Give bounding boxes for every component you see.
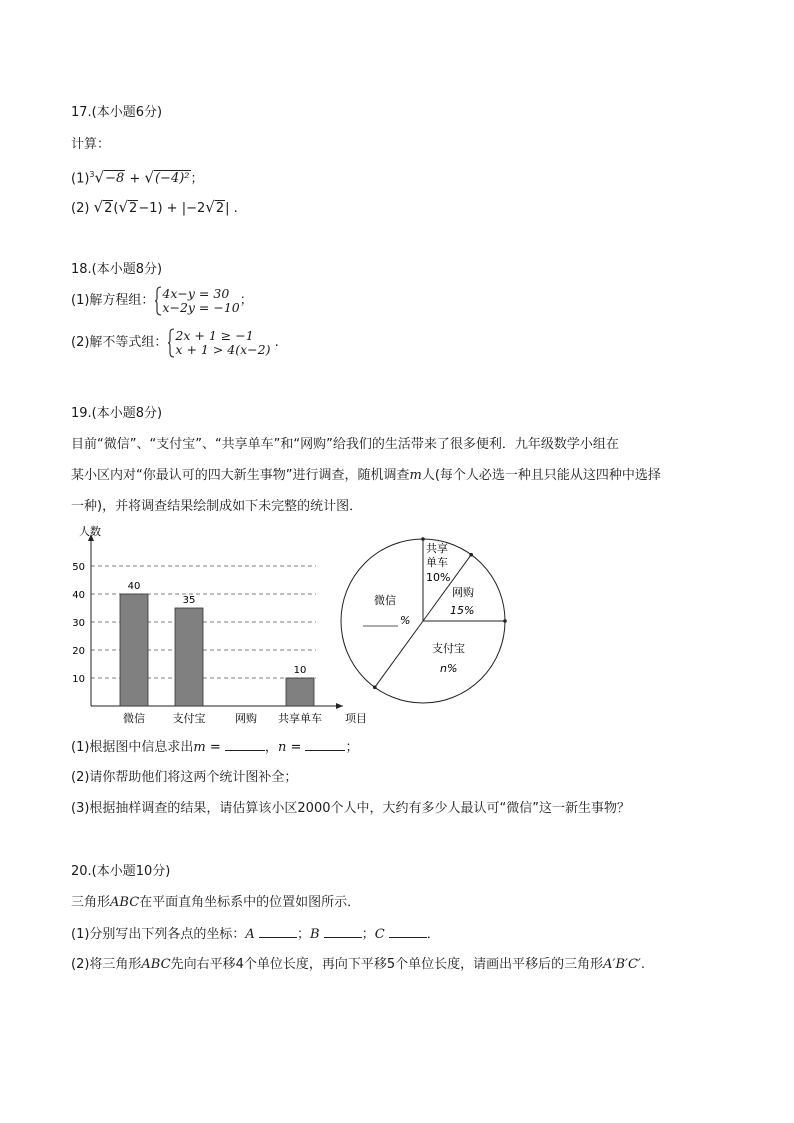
q19-para-l2a: 某小区内对“你最认可的四大新生事物”进行调查，随机调查 (71, 468, 410, 483)
pie-boundary-dot (503, 619, 507, 623)
q20-sub2-end: . (640, 957, 645, 972)
q17-p2-d: −1) + |−2 (138, 201, 206, 216)
q18-p1-end: ； (239, 293, 253, 308)
q18-p2-end: . (270, 335, 279, 350)
radical-icon: √ (205, 198, 215, 216)
pie-chart (336, 534, 516, 706)
q17-p1-plus: + (125, 171, 145, 187)
q19-sub1-eq2: = (286, 740, 306, 755)
q19-para-line1: 目前“微信”、“支付宝”、“共享单车”和“网购”给我们的生活带来了很多便利．九年级数学小组在 (71, 437, 619, 452)
bar (120, 594, 148, 706)
answer-blank-b[interactable] (324, 925, 362, 938)
q20-sub2-abc2: A′B′C′ (603, 957, 641, 972)
pie-label-wanggou: 网购 (452, 586, 474, 599)
answer-blank-c[interactable] (389, 925, 427, 938)
q20-sep2: ； (361, 927, 375, 942)
q19-para-l2b: 人(每个人必选一种且只能从这四种中选择 (421, 468, 661, 483)
q20-sub1-end: ． (426, 927, 440, 942)
q19-var-m: m (409, 468, 422, 483)
q19-sub1-comma: ， (264, 740, 278, 755)
q19-sub1-eq1: = (205, 740, 225, 755)
x-tick-label: 微信 (123, 712, 145, 725)
q20-sub2-b: 先向右平移4个单位长度，再向下平移5个单位长度，请画出平移后的三角形 (170, 957, 604, 972)
y-tick-label: 40 (72, 590, 85, 601)
pie-boundary-dot (469, 553, 473, 557)
y-tick-label: 10 (72, 674, 85, 685)
q20-intro-abc: ABC (110, 895, 140, 910)
q17-header: 17.(本小题6分) (71, 105, 163, 120)
y-tick-label: 20 (72, 646, 85, 657)
q17-part1 (71, 166, 204, 188)
q19-sub1 (71, 738, 359, 757)
q20-header: 20.(本小题10分) (71, 864, 171, 879)
pie-label-zhifubao: 支付宝 (432, 642, 465, 655)
q19-sub1-m: m (193, 740, 206, 755)
bar (286, 678, 314, 706)
q19-sub3: (3)根据抽样调查的结果，请估算该小区2000个人中，大约有多少人最认可“微信”这一新生事物？ (71, 801, 630, 816)
radical-icon: √ (118, 198, 129, 216)
y-axis-label: 人数 (79, 525, 101, 538)
q20-point-c: C (374, 927, 385, 942)
q18-p2-eq1: 2x + 1 ≥ −1 (175, 328, 254, 343)
pie-value-zhifubao: n% (440, 662, 458, 675)
q19-header: 19.(本小题8分) (71, 406, 163, 421)
answer-blank-m[interactable] (225, 738, 265, 751)
radical-icon: √ (144, 168, 154, 187)
q19-sub1-text: (1)根据图中信息求出 (71, 740, 194, 755)
q19-para-line2 (71, 467, 661, 485)
q17-p2-f: | . (225, 201, 238, 216)
radical-icon: √ (93, 198, 104, 216)
q19-sub1-n: n (277, 740, 287, 755)
q20-sub2-a: (2)将三角形 (71, 957, 142, 972)
bar (175, 608, 203, 706)
pie-label-danche: 单车 (426, 556, 448, 569)
q20-intro (71, 894, 360, 912)
x-tick-label: 共享单车 (278, 712, 322, 725)
answer-blank-n[interactable] (305, 738, 345, 751)
q20-point-a: A (245, 927, 255, 942)
q20-sub2-abc: ABC (141, 957, 171, 972)
q18-p1-eq2: x−2y = −10 (162, 300, 240, 315)
x-tick-label: 网购 (235, 712, 257, 725)
q17-p2-label: (2) (71, 201, 94, 216)
q18-p1-label: (1)解方程组： (71, 293, 155, 308)
q19-sub1-end: ； (345, 740, 359, 755)
q20-sub1-text: (1)分别写出下列各点的坐标： (71, 927, 246, 942)
pie-value-wanggou: 15% (450, 604, 475, 617)
q20-intro-b: 在平面直角坐标系中的位置如图所示． (139, 895, 361, 910)
q18-p1-system (162, 287, 239, 315)
bar-value-label: 10 (293, 665, 307, 676)
q17-p1-label: (1) (71, 171, 90, 187)
bar-value-label: 35 (182, 595, 196, 606)
q17-p2-a: 2 (104, 201, 113, 216)
x-tick-label: 支付宝 (172, 712, 206, 725)
x-axis-label: 项目 (345, 712, 367, 725)
pie-label-gongxiang: 共享 (426, 542, 448, 555)
q18-part2 (71, 328, 279, 358)
q17-p1-radicand2: (−4)² (154, 171, 190, 187)
q17-p1-radicand: −8 (105, 171, 125, 187)
q18-p2-system (175, 329, 270, 357)
q19-sub2: (2)请你帮助他们将这两个统计图补全； (71, 770, 298, 785)
pie-boundary-dot (373, 686, 377, 690)
q20-sub1 (71, 925, 440, 944)
q20-intro-a: 三角形 (71, 895, 111, 910)
q20-point-b: B (309, 927, 320, 942)
pie-value-weixin: % (400, 614, 411, 627)
pie-label-weixin: 微信 (374, 594, 396, 607)
q17-part2 (71, 198, 238, 218)
q18-p1-eq1: 4x−y = 30 (162, 286, 230, 301)
q20-sub2 (71, 956, 645, 974)
q17-p2-c: 2 (129, 201, 138, 216)
bar-chart (58, 520, 378, 725)
bar-value-label: 40 (127, 581, 141, 592)
q17-p1-end: ； (190, 171, 204, 187)
pie-value-gongxiang: 10% (426, 571, 451, 584)
q17-p1-index: 3 (89, 170, 95, 179)
q18-p2-eq2: x + 1 > 4(x−2) (175, 342, 271, 357)
radical-icon: √ (94, 168, 105, 187)
q17-intro: 计算： (71, 137, 111, 152)
q17-p2-b: ( (113, 201, 119, 216)
pie-boundary-dot (421, 537, 425, 541)
y-tick-label: 30 (72, 618, 85, 629)
q19-para-line3: 一种)，并将调查结果绘制成如下未完整的统计图． (71, 499, 363, 514)
y-tick-label: 50 (72, 562, 85, 573)
q18-p2-label: (2)解不等式组： (71, 335, 168, 350)
q18-part1 (71, 286, 253, 316)
q20-sep1: ； (296, 927, 310, 942)
q17-p2-e: 2 (215, 201, 225, 216)
answer-blank-a[interactable] (259, 925, 297, 938)
q18-header: 18.(本小题8分) (71, 262, 163, 277)
